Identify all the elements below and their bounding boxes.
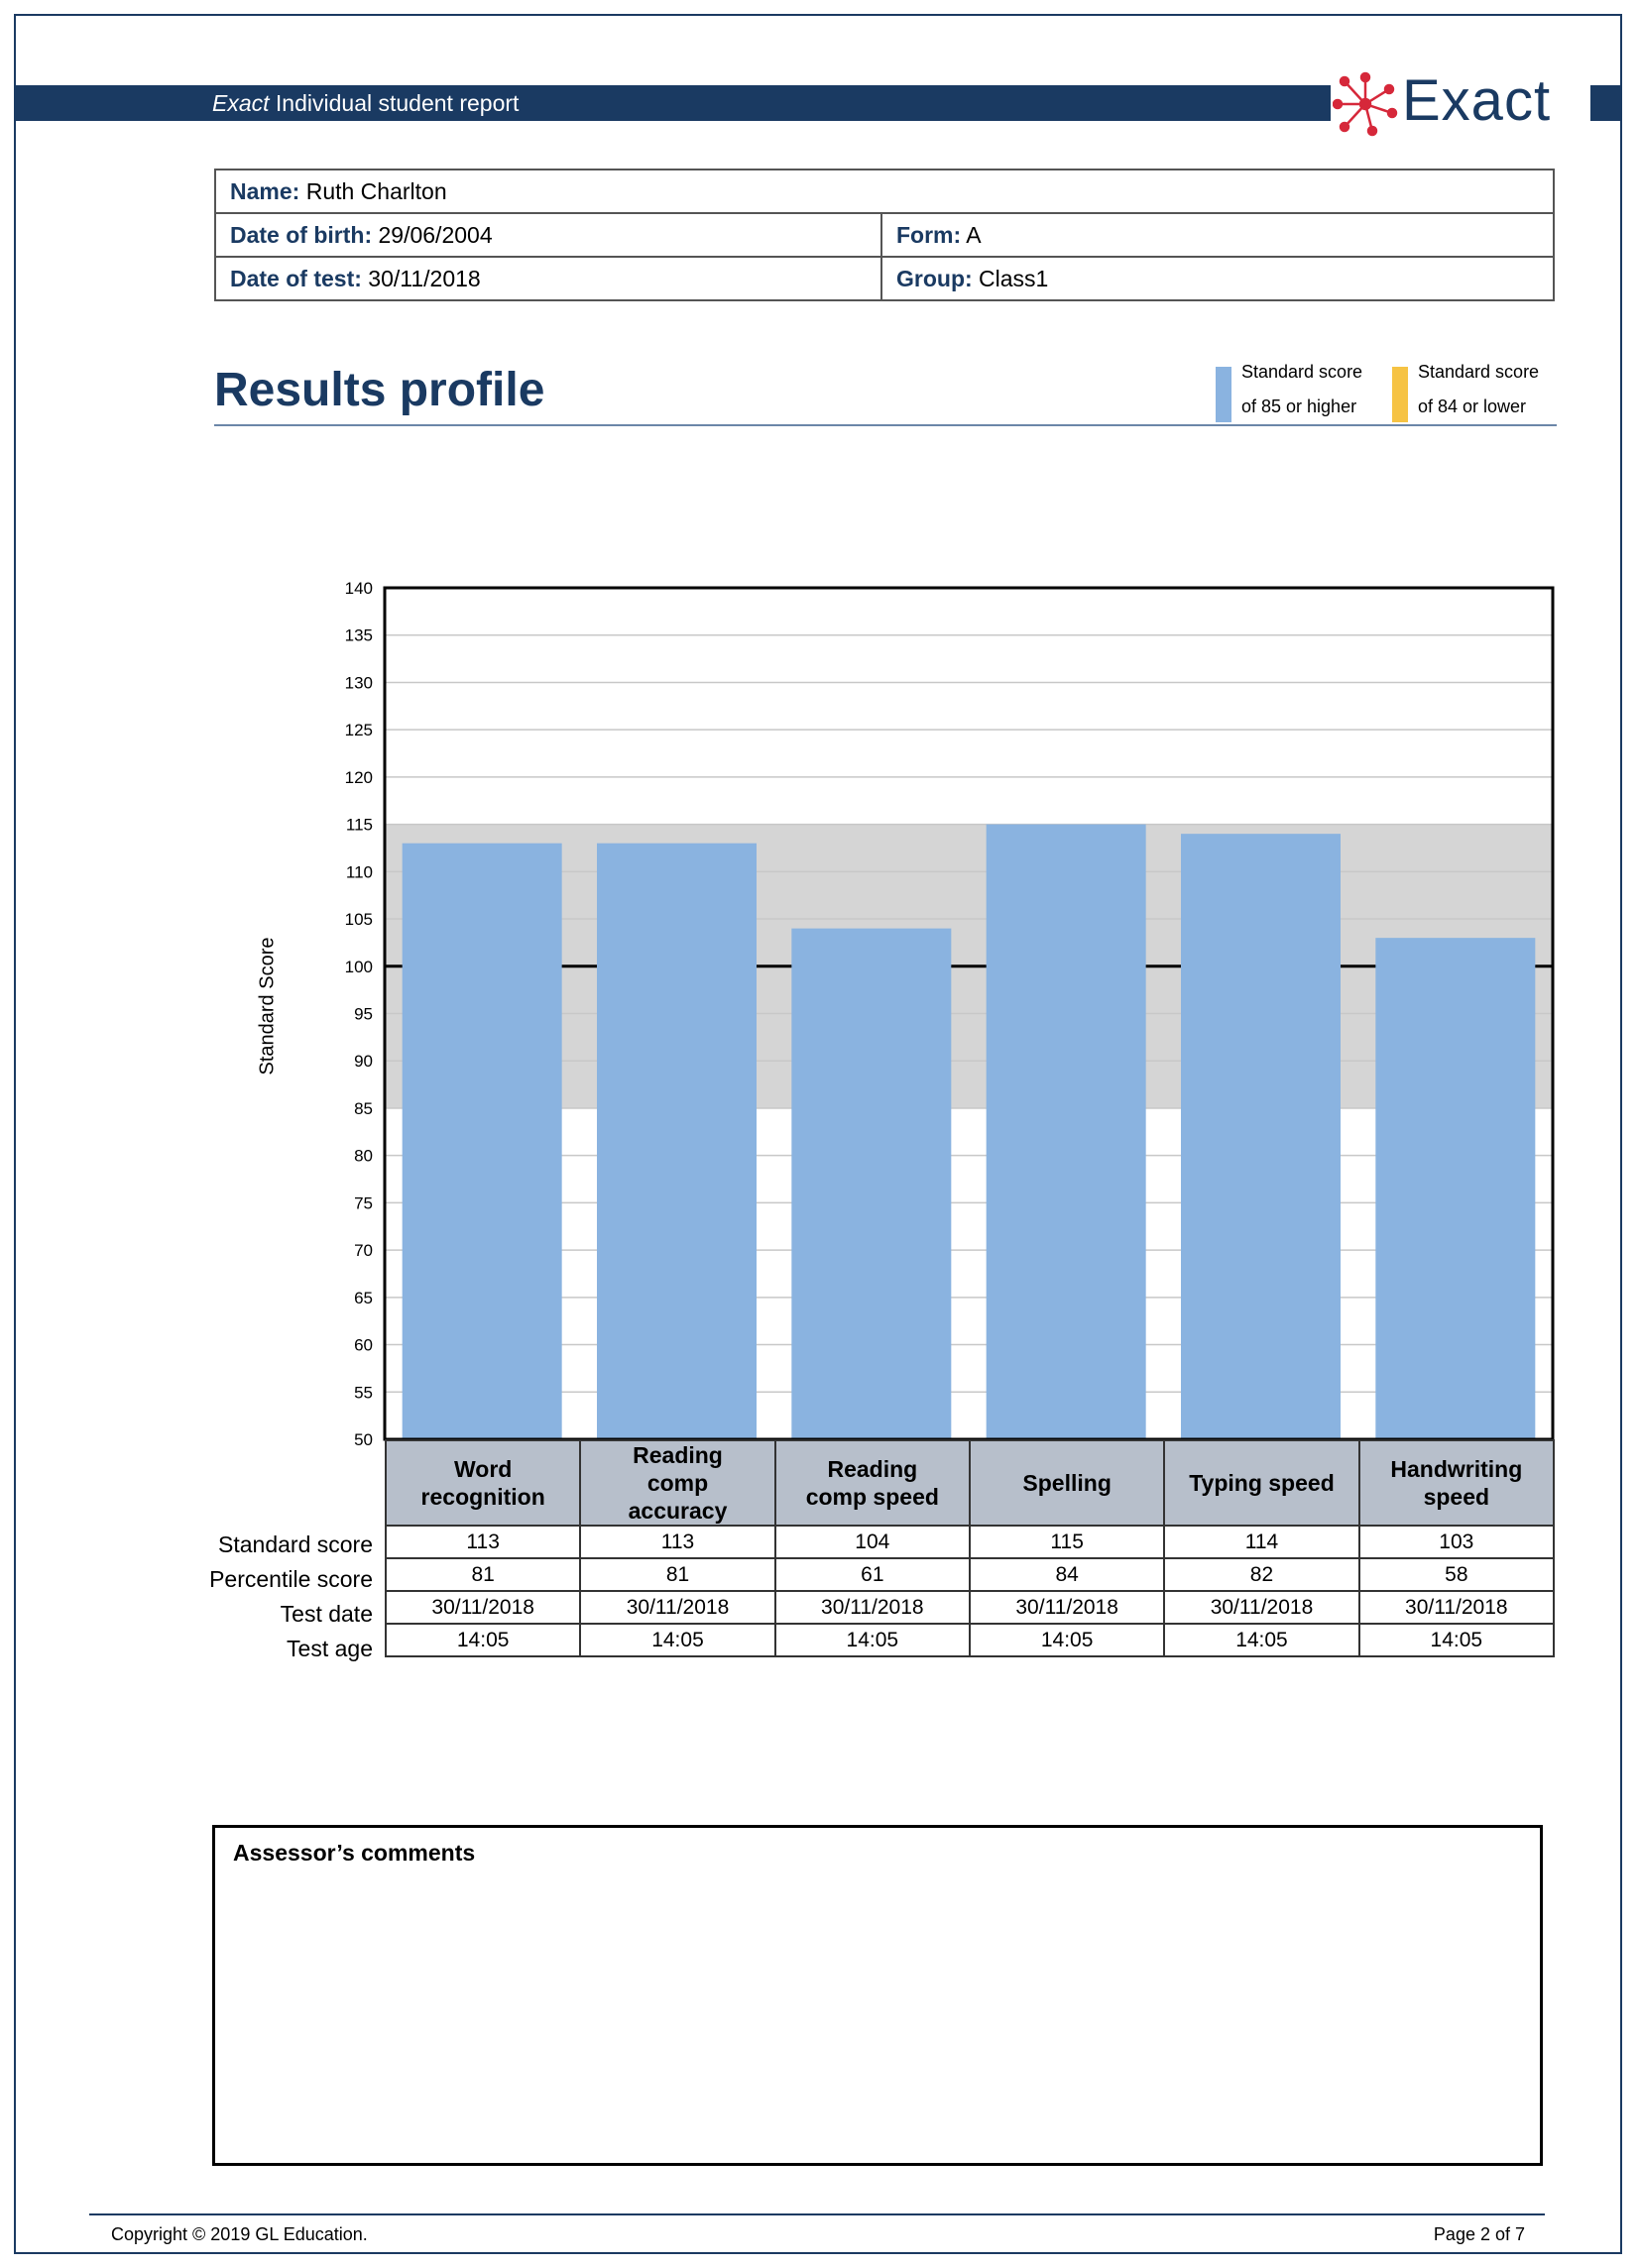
results-cell: 14:05 (386, 1624, 580, 1656)
bar-1 (403, 844, 562, 1439)
results-cell: 114 (1164, 1526, 1358, 1558)
column-header (580, 1440, 774, 1526)
y-tick-label: 55 (354, 1383, 373, 1403)
results-cell: 14:05 (775, 1624, 970, 1656)
y-tick-label: 50 (354, 1430, 373, 1447)
bar-2 (597, 844, 757, 1439)
legend-high-line2: of 85 or higher (1241, 397, 1357, 416)
column-header-line: Spelling (1022, 1470, 1112, 1496)
name-value: Ruth Charlton (305, 177, 447, 204)
results-cell: 30/11/2018 (970, 1591, 1164, 1624)
results-profile-heading: Results profile (214, 364, 545, 416)
results-cell: 82 (1164, 1558, 1358, 1591)
report-title-italic: Exact (212, 90, 270, 116)
results-cell: 84 (970, 1558, 1164, 1591)
y-tick-label: 90 (354, 1052, 373, 1072)
group-value: Class1 (979, 265, 1049, 291)
y-tick-label: 125 (344, 721, 373, 740)
group-label: Group: (896, 265, 973, 291)
y-tick-label: 130 (344, 673, 373, 693)
results-cell: 113 (580, 1526, 774, 1558)
footer-copyright: Copyright © 2019 GL Education. (111, 2224, 368, 2244)
y-tick-label: 100 (344, 957, 373, 976)
legend-low-line2: of 84 or lower (1418, 397, 1527, 416)
row-label: Test age (287, 1636, 373, 1661)
column-header-line: comp speed (805, 1484, 939, 1510)
row-label: Percentile score (209, 1566, 373, 1592)
results-cell: 103 (1359, 1526, 1554, 1558)
dob-value: 29/06/2004 (378, 221, 493, 248)
results-cell: 14:05 (1164, 1624, 1358, 1656)
column-header-line: Typing speed (1189, 1470, 1335, 1496)
results-cell: 30/11/2018 (580, 1591, 774, 1624)
results-cell: 30/11/2018 (1359, 1591, 1554, 1624)
y-tick-label: 75 (354, 1193, 373, 1213)
results-cell: 58 (1359, 1558, 1554, 1591)
results-row (386, 1558, 1554, 1591)
results-header-row (386, 1440, 1554, 1526)
legend-low-line1: Standard score (1418, 362, 1540, 382)
results-cell: 113 (386, 1526, 580, 1558)
form-value: A (966, 221, 982, 248)
column-header (386, 1440, 580, 1526)
y-tick-label: 85 (354, 1098, 373, 1118)
y-tick-label: 65 (354, 1288, 373, 1307)
results-cell: 30/11/2018 (775, 1591, 970, 1624)
dob-label: Date of birth: (230, 221, 373, 248)
name-label: Name: (230, 177, 300, 204)
test-date-value: 30/11/2018 (368, 265, 481, 291)
results-cell: 14:05 (1359, 1624, 1554, 1656)
column-header (970, 1440, 1164, 1526)
column-header-line: speed (1423, 1484, 1490, 1510)
y-tick-label: 135 (344, 625, 373, 645)
results-cell: 61 (775, 1558, 970, 1591)
column-header (775, 1440, 970, 1526)
y-tick-label: 115 (345, 815, 373, 835)
results-cell: 115 (970, 1526, 1164, 1558)
column-header-line: accuracy (628, 1498, 728, 1524)
logo-text: Exact (1402, 68, 1552, 133)
report-title-rest: Individual student report (269, 90, 520, 116)
y-axis-label: Standard Score (256, 937, 279, 1076)
y-tick-label: 105 (344, 910, 373, 930)
results-row (386, 1526, 1554, 1558)
y-tick-label: 80 (354, 1146, 373, 1166)
results-cell: 104 (775, 1526, 970, 1558)
results-cell: 14:05 (970, 1624, 1164, 1656)
column-header-line: Word (453, 1456, 513, 1482)
results-table (385, 1439, 1555, 1657)
results-row (386, 1624, 1554, 1656)
legend-high-line1: Standard score (1241, 362, 1363, 382)
y-tick-label: 140 (344, 579, 373, 598)
bar-6 (1375, 938, 1535, 1439)
results-cell: 14:05 (580, 1624, 774, 1656)
row-label: Standard score (218, 1531, 373, 1557)
row-label: Test date (280, 1601, 373, 1627)
column-header-line: recognition (420, 1484, 545, 1510)
results-cell: 30/11/2018 (386, 1591, 580, 1624)
results-row (386, 1591, 1554, 1624)
column-header (1164, 1440, 1358, 1526)
form-label: Form: (896, 221, 962, 248)
bar-3 (791, 929, 951, 1439)
column-header-line: Reading (827, 1456, 918, 1482)
results-cell: 81 (580, 1558, 774, 1591)
footer-page-number: Page 2 of 7 (1433, 2224, 1525, 2244)
test-date-label: Date of test: (230, 265, 362, 291)
results-cell: 30/11/2018 (1164, 1591, 1358, 1624)
column-header-line: Reading (633, 1442, 723, 1468)
y-tick-label: 120 (344, 767, 373, 787)
y-tick-label: 70 (354, 1241, 373, 1261)
column-header (1359, 1440, 1554, 1526)
y-tick-label: 60 (354, 1335, 373, 1355)
column-header-line: comp (646, 1470, 709, 1496)
bar-5 (1181, 834, 1341, 1439)
bar-4 (987, 825, 1146, 1439)
y-tick-label: 95 (354, 1004, 373, 1024)
assessor-comments-box[interactable] (212, 1825, 1543, 2166)
footer-rule (89, 2213, 1545, 2215)
assessor-comments-title: Assessor’s comments (233, 1840, 476, 1866)
y-tick-label: 110 (345, 862, 373, 882)
results-cell: 81 (386, 1558, 580, 1591)
column-header-line: Handwriting (1390, 1456, 1523, 1482)
